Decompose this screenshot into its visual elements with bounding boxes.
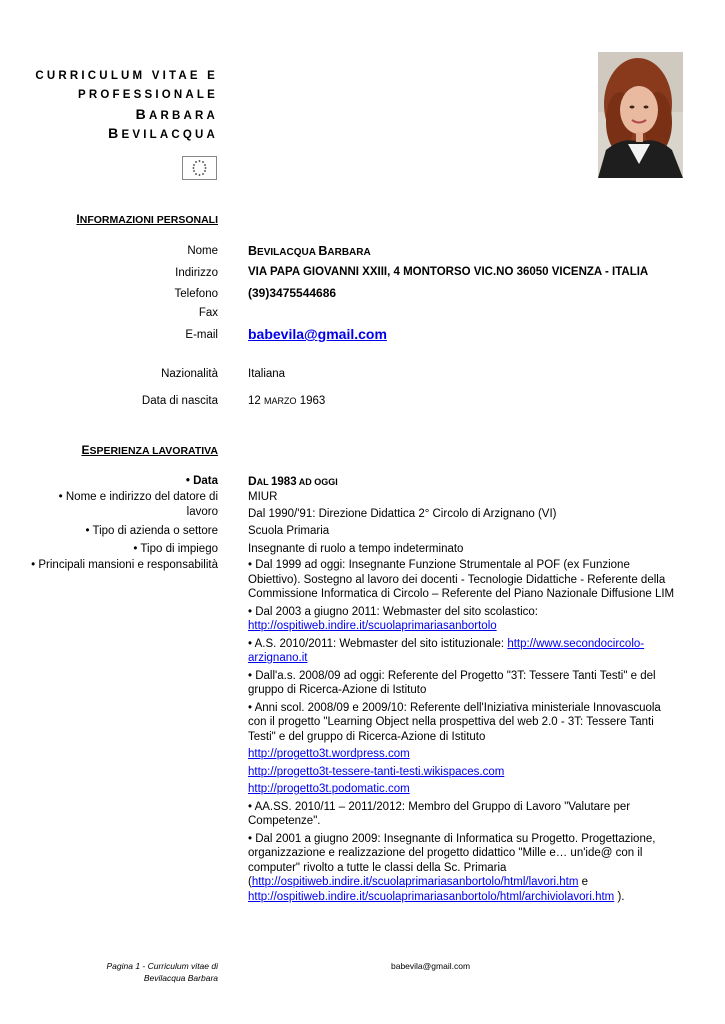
value-impiego: Insegnante di ruolo a tempo indeterminato bbox=[248, 543, 464, 555]
mansione-item-3: • A.S. 2010/2011: Webmaster del sito istituzionale: http://www.secondocircolo-arzignano.it bbox=[248, 637, 645, 664]
label-data: • Data bbox=[185, 475, 218, 487]
link-lavori[interactable]: http://ospitiweb.indire.it/scuolaprimariasanbortolo/html/lavori.htm bbox=[251, 876, 579, 888]
label-email: E-mail bbox=[185, 329, 218, 341]
footer-page-info: Pagina 1 - Curriculum vitae di Bevilacqua Barbara bbox=[106, 961, 218, 983]
value-data: DAL 1983 AD OGGI bbox=[248, 474, 338, 488]
value-nazionalita: Italiana bbox=[248, 368, 286, 380]
cv-title-line-2: PROFESSIONALE bbox=[77, 89, 218, 101]
eu-flag-icon bbox=[182, 156, 217, 180]
label-nome: Nome bbox=[187, 245, 218, 257]
value-telefono: (39)3475544686 bbox=[248, 286, 337, 300]
link-progetto3t-wordpress[interactable]: http://progetto3t.wordpress.com bbox=[248, 748, 410, 760]
section-heading-work: ESPERIENZA LAVORATIVA bbox=[81, 443, 218, 457]
mansione-item-5: • Anni scol. 2008/09 e 2009/10: Referente dell'Iniziativa ministeriale Innovascuola con il progetto "Learning Object nella prospettiva del web 2.0 - 3T: Tessere Tanti Testi" e del gruppo di Ricerca-Azione di Istituto bbox=[248, 701, 661, 743]
cv-title-line-1: CURRICULUM VITAE E bbox=[35, 70, 218, 82]
mansione-item-1: • Dal 1999 ad oggi: Insegnante Funzione Strumentale al POF (ex Funzione Obiettivo). Sostegno al lavoro dei docenti - Tecnologie Didattiche - Referente della Commissione Informatica di Circolo – Referente del Piano Nazionale Diffusione LIM bbox=[248, 559, 675, 600]
value-azienda: Scuola Primaria bbox=[248, 525, 330, 537]
mansione-item-2: • Dal 2003 a giugno 2011: Webmaster del sito scolastico: http://ospitiweb.indire.it/scuolaprimariasanbortolo bbox=[248, 605, 538, 632]
link-scuola-san-bortolo[interactable]: http://ospitiweb.indire.it/scuolaprimariasanbortolo bbox=[248, 620, 497, 632]
cv-title-first-name: BARBARA bbox=[135, 106, 218, 122]
link-progetto3t-wikispaces[interactable]: http://progetto3t-tessere-tanti-testi.wikispaces.com bbox=[248, 765, 505, 778]
value-employer: MIUR Dal 1990/'91: Direzione Didattica 2° Circolo di Arzignano (VI) bbox=[248, 491, 557, 520]
mansioni-list bbox=[248, 558, 678, 904]
value-nome: BEVILACQUA BARBARA bbox=[248, 244, 371, 258]
label-impiego: • Tipo di impiego bbox=[133, 543, 218, 555]
mansione-item-4: • Dall'a.s. 2008/09 ad oggi: Referente del Progetto "3T: Tessere Tanti Testi" e del gruppo di Ricerca-Azione di Istituto bbox=[248, 669, 656, 696]
cv-title-last-name: BEVILACQUA bbox=[108, 125, 218, 141]
value-email-link[interactable]: babevila@gmail.com bbox=[248, 326, 387, 342]
value-data-nascita: 12 MARZO 1963 bbox=[248, 395, 326, 407]
label-nazionalita: Nazionalità bbox=[161, 368, 218, 380]
link-secondo-circolo[interactable]: http://www.secondocircolo-arzignano.it bbox=[248, 637, 645, 664]
label-telefono: Telefono bbox=[174, 288, 218, 300]
value-indirizzo: VIA PAPA GIOVANNI XXIII, 4 MONTORSO VIC.NO 36050 VICENZA - ITALIA bbox=[248, 266, 649, 278]
label-mansioni: • Principali mansioni e responsabilità bbox=[31, 559, 218, 571]
label-fax: Fax bbox=[198, 307, 218, 319]
project-link-list bbox=[248, 747, 678, 797]
link-progetto3t-podomatic[interactable]: http://progetto3t.podomatic.com bbox=[248, 783, 410, 795]
footer-email: babevila@gmail.com bbox=[391, 961, 471, 971]
mansione-item-7: • Dal 2001 a giugno 2009: Insegnante di Informatica su Progetto. Progettazione, organizzazione e realizzazione del progetto didattico "Mille e… un'ide@ con il computer" rivolto a tutte le classi della Sc. Primaria (http://ospitiweb.indire.it/scuolaprimariasanbortolo/html/lavori.htm e http://ospitiweb.indire.it/scuolaprimariasanbortolo/html/archiviolavori.htm ). bbox=[248, 832, 656, 903]
portrait-photo bbox=[598, 52, 683, 178]
link-archivio-lavori[interactable]: http://ospitiweb.indire.it/scuolaprimariasanbortolo/html/archiviolavori.htm bbox=[248, 890, 615, 903]
mansione-item-6: • AA.SS. 2010/11 – 2011/2012: Membro del Gruppo di Lavoro "Valutare per Competenze". bbox=[248, 800, 631, 827]
section-heading-personal: INFORMAZIONI PERSONALI bbox=[76, 212, 218, 226]
label-employer: • Nome e indirizzo del datore di lavoro bbox=[58, 491, 218, 518]
label-indirizzo: Indirizzo bbox=[175, 267, 218, 279]
label-data-nascita: Data di nascita bbox=[141, 395, 218, 407]
label-azienda: • Tipo di azienda o settore bbox=[85, 525, 218, 537]
